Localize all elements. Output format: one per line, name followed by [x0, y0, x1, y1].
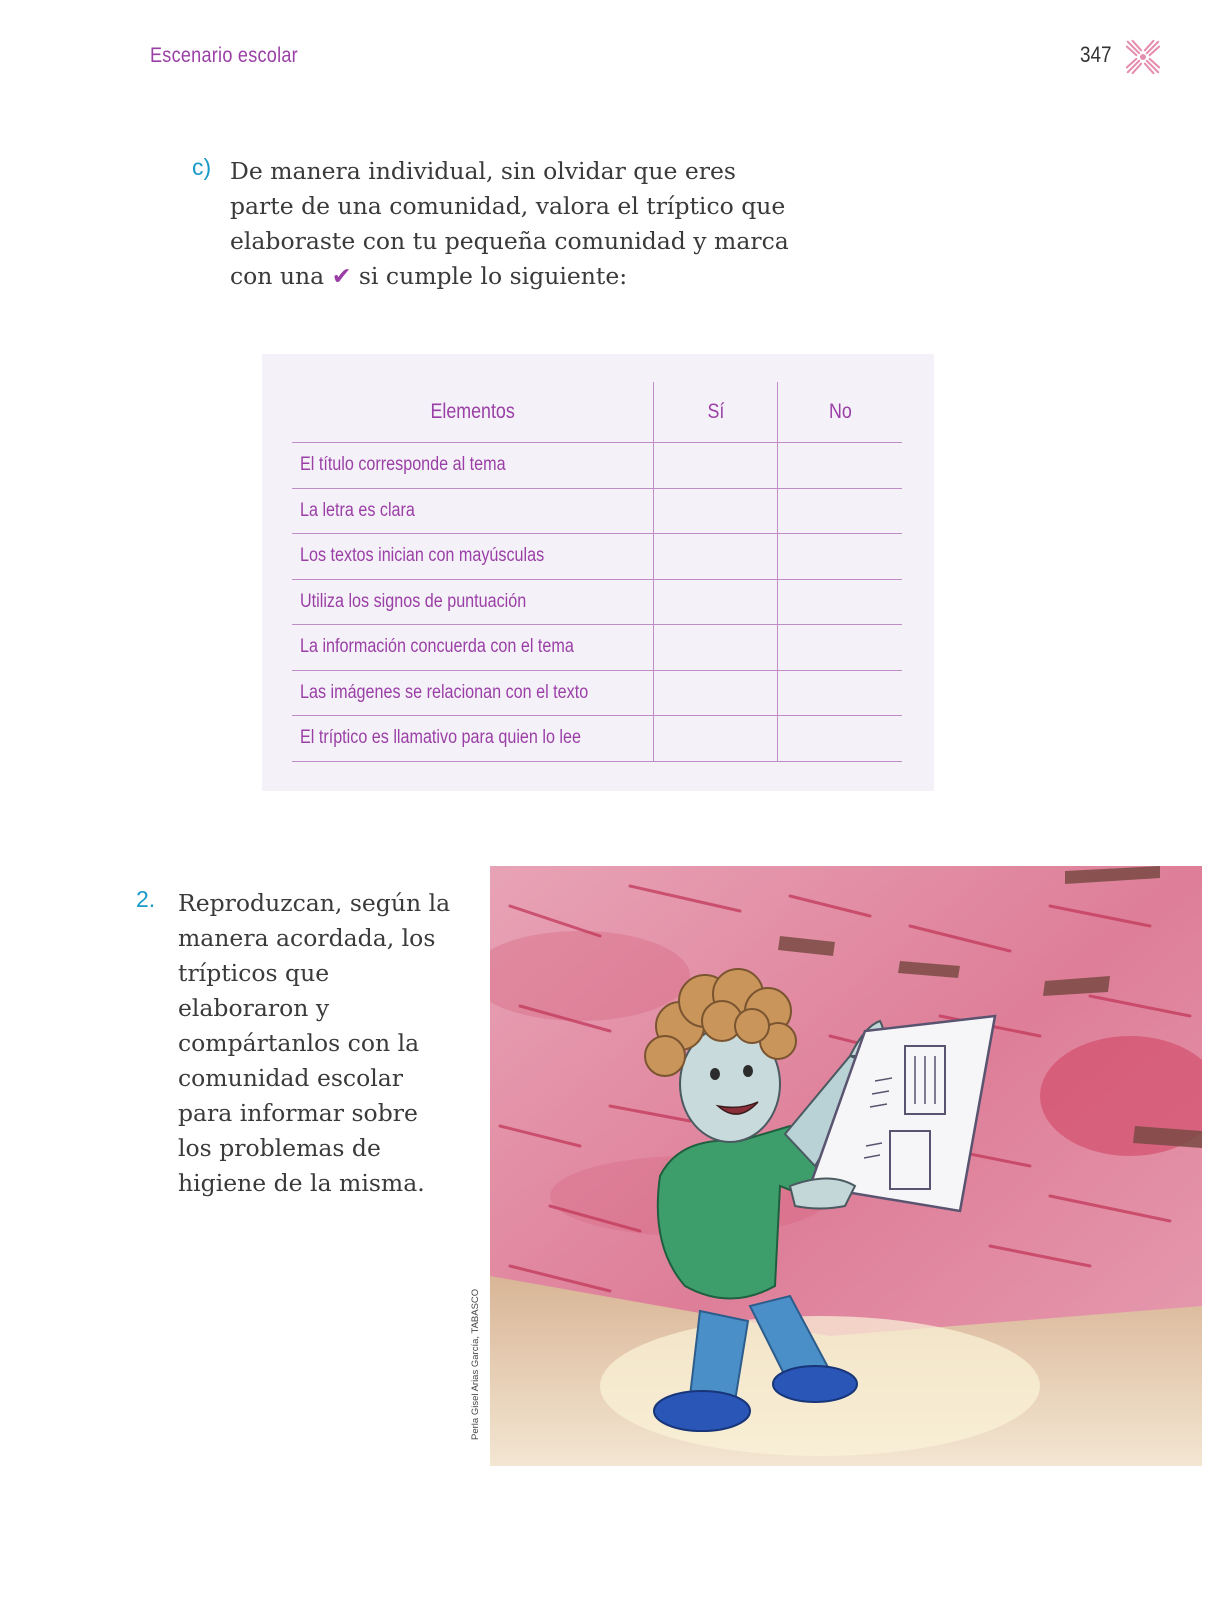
row-label: La letra es clara: [292, 488, 654, 534]
table-header-row: [292, 382, 902, 443]
row-label: Utiliza los signos de puntuación: [292, 579, 654, 625]
item-instructions: [230, 154, 790, 294]
table-row: [292, 443, 902, 489]
table-row: [292, 534, 902, 580]
instruction-text: De manera individual, sin olvidar que eres parte de una comunidad, valora el tríptico que elaboraste con tu pequeña comunidad y marca con una: [230, 157, 789, 290]
si-checkbox-cell[interactable]: [654, 625, 778, 671]
item-marker: c): [192, 154, 212, 180]
table-row: [292, 579, 902, 625]
row-label: El título corresponde al tema: [292, 443, 654, 489]
item-marker: 2.: [136, 886, 156, 912]
decorative-star-icon: [1124, 38, 1162, 76]
table-row: [292, 488, 902, 534]
page-number: 347: [1080, 42, 1112, 67]
no-checkbox-cell[interactable]: [778, 443, 902, 489]
illustration-credit: Perla Gisel Arias García, TABASCO: [470, 1288, 481, 1440]
evaluation-table: [292, 382, 902, 762]
si-checkbox-cell[interactable]: [654, 716, 778, 762]
section-title: Escenario escolar: [150, 44, 298, 67]
no-checkbox-cell[interactable]: [778, 625, 902, 671]
instruction-text-end: si cumple lo siguiente:: [358, 262, 628, 290]
no-checkbox-cell[interactable]: [778, 488, 902, 534]
si-checkbox-cell[interactable]: [654, 534, 778, 580]
si-checkbox-cell[interactable]: [654, 443, 778, 489]
row-label: La información concuerda con el tema: [292, 625, 654, 671]
evaluation-table-card: [262, 354, 934, 791]
si-checkbox-cell[interactable]: [654, 670, 778, 716]
row-label: El tríptico es llamativo para quien lo lee: [292, 716, 654, 762]
row-label: Las imágenes se relacionan con el texto: [292, 670, 654, 716]
header-no: No: [778, 382, 902, 443]
si-checkbox-cell[interactable]: [654, 488, 778, 534]
table-row: [292, 716, 902, 762]
table-row: [292, 670, 902, 716]
check-mark-icon: ✔: [331, 262, 352, 290]
header-si: Sí: [654, 382, 778, 443]
child-holding-triptych-illustration: [490, 866, 1202, 1466]
no-checkbox-cell[interactable]: [778, 579, 902, 625]
item-instructions: Reproduzcan, según la manera acordada, los trípticos que elaboraron y compártanlos con la comunidad escolar para informar sobre los problemas de higiene de la misma.: [178, 889, 451, 1197]
si-checkbox-cell[interactable]: [654, 579, 778, 625]
no-checkbox-cell[interactable]: [778, 534, 902, 580]
row-label: Los textos inician con mayúsculas: [292, 534, 654, 580]
no-checkbox-cell[interactable]: [778, 716, 902, 762]
header-elementos: Elementos: [292, 382, 654, 443]
table-row: [292, 625, 902, 671]
no-checkbox-cell[interactable]: [778, 670, 902, 716]
